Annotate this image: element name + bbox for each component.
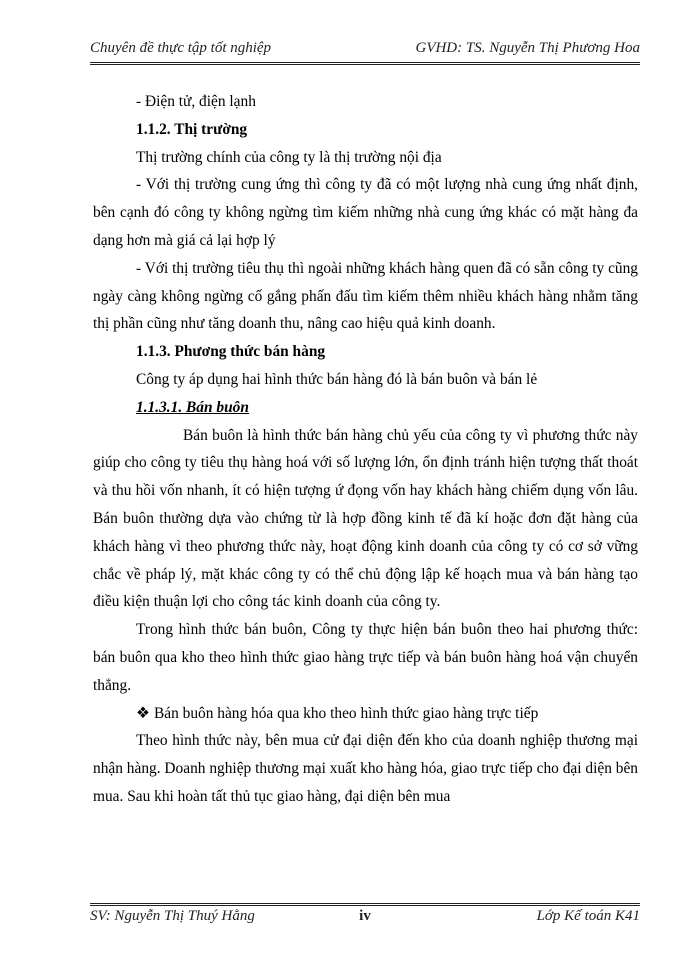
paragraph-phuong-thuc: Công ty áp dụng hai hình thức bán hàng đó là bán buôn và bán lẻ [136, 370, 538, 388]
section-heading-thi-truong: 1.1.2. Thị trường [136, 120, 248, 138]
diamond-bullet-icon: ❖ [136, 704, 150, 722]
header-right: GVHD: TS. Nguyễn Thị Phương Hoa [415, 40, 640, 56]
document-body [93, 88, 638, 811]
paragraph-hinh-thuc: Trong hình thức bán buôn, Công ty thực hiện bán buôn theo hai phương thức: bán buôn qua kho theo hình thức giao hàng trực tiếp và bán buôn hàng hoá vận chuyển thẳng. [93, 621, 638, 694]
section-heading-phuong-thuc: 1.1.3. Phương thức bán hàng [136, 343, 326, 361]
paragraph-theo-hinh-thuc: Theo hình thức này, bên mua cử đại diện đến kho của doanh nghiệp thương mại nhận hàng. Doanh nghiệp thương mại xuất kho hàng hóa, giao trực tiếp cho đại diện bên mua. Sau khi hoàn tất thủ tục giao hàng, đại diện bên mua [93, 732, 638, 805]
list-item-dien-tu: - Điện tử, điện lạnh [136, 93, 256, 110]
subsection-heading-ban-buon-wrap [93, 394, 638, 422]
header-rule [90, 62, 640, 65]
paragraph-cung-ung: - Với thị trường cung ứng thì công ty đã có một lượng nhà cung ứng nhất định, bên cạnh đó công ty không ngừng tìm kiếm những nhà cung ứng khác có mặt hàng đa dạng hơn mà giá cả lại hợp lý [93, 176, 638, 249]
footer-right: Lớp Kế toán K41 [536, 908, 640, 924]
paragraph-tieu-thu: - Với thị trường tiêu thụ thì ngoài những khách hàng quen đã có sẵn công ty cũng ngày càng không ngừng cố gắng phấn đấu tìm kiếm thêm nhiều khách hàng nhằm tăng thị phần cũng như tăng doanh thu, nâng cao hiệu quả kinh doanh. [93, 259, 638, 333]
header-left: Chuyên đề thực tập tốt nghiệp [90, 40, 272, 56]
footer-left: SV: Nguyễn Thị Thuý Hằng [90, 908, 255, 924]
page-footer [90, 906, 640, 930]
bullet-text: Bán buôn hàng hóa qua kho theo hình thức giao hàng trực tiếp [154, 704, 539, 722]
subsection-heading-ban-buon: 1.1.3.1. Bán buôn [136, 398, 249, 416]
page-header [90, 34, 640, 60]
page-number: iv [359, 908, 371, 924]
bullet-item [93, 700, 638, 728]
paragraph-ban-buon: Bán buôn là hình thức bán hàng chủ yếu của công ty vì phương thức này giúp cho công ty tiêu thụ hàng hoá với số lượng lớn, ổn định tránh hiện tượng thất thoát và thu hồi vốn nhanh, ít có hiện tượng ứ đọng vốn hay khách hàng chiếm dụng vốn lâu. Bán buôn thường dựa vào chứng từ là hợp đồng kinh tế đã kí hoặc đơn đặt hàng của khách hàng vì theo phương thức này, hoạt động kinh doanh của công ty có cơ sở vững chắc về pháp lý, mặt khác công ty có thể chủ động lập kế hoạch mua và bán hàng tạo điều kiện thuận lợi cho công tác kinh doanh của công ty. [93, 426, 638, 611]
paragraph-thi-truong: Thị trường chính của công ty là thị trường nội địa [136, 148, 442, 166]
